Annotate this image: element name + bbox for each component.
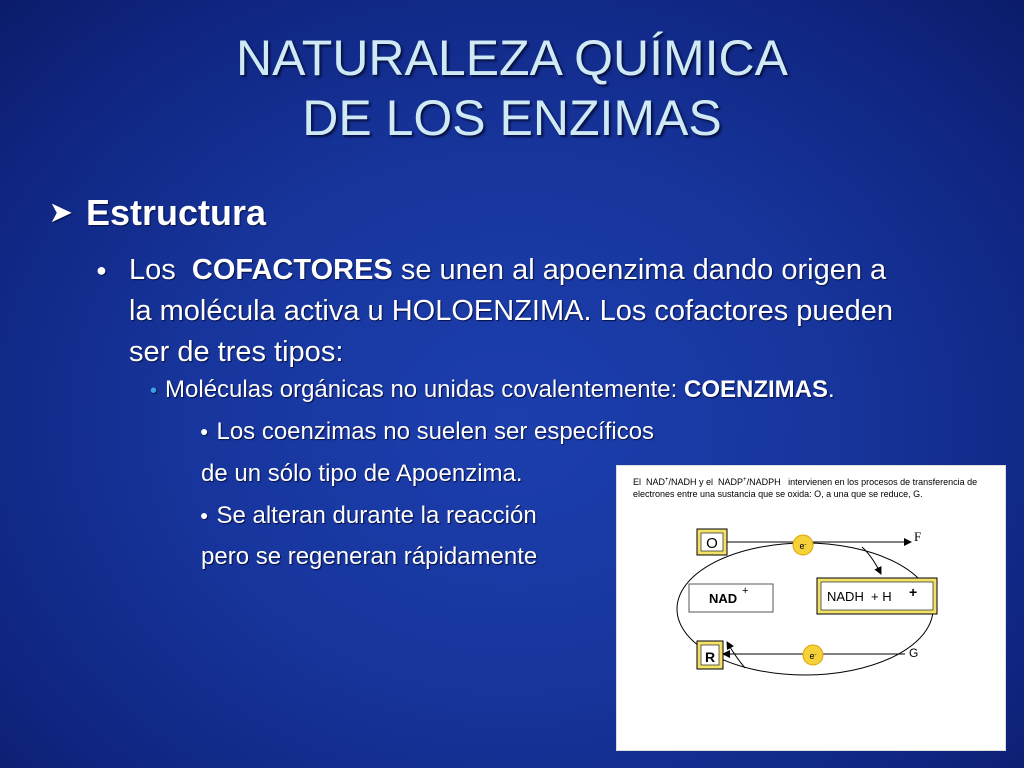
- cofactores-keyword: COFACTORES: [191, 254, 393, 286]
- o-label: O: [706, 535, 718, 552]
- f-label: F: [914, 529, 922, 544]
- caption-sup-2: +: [743, 477, 747, 483]
- nadh-label: NADH + H: [827, 589, 892, 604]
- slide-title: [0, 28, 1024, 148]
- coenzimas-keyword: COENZIMAS: [684, 376, 828, 403]
- r-label: R: [704, 649, 716, 665]
- subsub-item-1-continuation: de un sólo tipo de Apoenzima.: [201, 460, 523, 487]
- caption-part-a: El NAD: [633, 477, 666, 487]
- caption-sup-1: +: [665, 477, 669, 483]
- cycle-arrow-top-right: [862, 547, 881, 574]
- nad-label: NAD: [709, 591, 738, 606]
- caption-part-b: /NADH y el NADP: [668, 477, 744, 487]
- paragraph-text: [129, 250, 916, 373]
- paragraph-text-start: Los: [129, 254, 192, 286]
- subsub-item-1: [200, 418, 654, 446]
- subitem-tail: .: [828, 376, 835, 403]
- subsub-item-2-text: Se alteran durante la reacción: [216, 502, 537, 529]
- electron-bottom-label: e-: [809, 651, 817, 661]
- paragraph-text-end: se unen al apoenzima dando origen a la molécula activa u HOLOENZIMA. Los cofactores pueden ser de tres tipos:: [129, 254, 894, 368]
- subsub-item-2-continuation: pero se regeneran rápidamente: [201, 543, 538, 570]
- cofactores-paragraph: [96, 250, 916, 373]
- nad-cycle-figure: [616, 465, 1006, 751]
- subitem-text: Moléculas orgánicas no unidas covalentemente:: [165, 376, 684, 403]
- title-line-2: DE LOS ENZIMAS: [302, 90, 722, 146]
- heading-text: Estructura: [86, 192, 267, 233]
- cycle-arrow-bottom-left: [727, 642, 745, 668]
- subsub-item-1-text: Los coenzimas no suelen ser específicos: [216, 418, 655, 445]
- g-label: G: [909, 646, 919, 660]
- coenzimas-subitem: [150, 376, 835, 404]
- nad-plus: +: [742, 585, 749, 597]
- round-bullet-icon: ●: [200, 507, 209, 523]
- round-bullet-icon: ●: [200, 423, 209, 439]
- nad-cycle-diagram: [617, 466, 1005, 750]
- electron-top-label: e-: [799, 541, 807, 551]
- small-bullet-icon: •: [150, 380, 158, 402]
- caption-part-c: /NADPH intervienen en los procesos de transferencia de electrones entre una sustancia que se oxida: O, a una que se reduce, G.: [633, 477, 980, 499]
- round-bullet-icon: ●: [96, 260, 107, 280]
- nadh-plus: +: [909, 584, 918, 600]
- subsub-item-2: [200, 502, 537, 530]
- arrow-bullet-icon: ➤: [50, 197, 72, 227]
- title-line-1: NATURALEZA QUÍMICA: [236, 30, 788, 86]
- section-heading: [50, 192, 266, 234]
